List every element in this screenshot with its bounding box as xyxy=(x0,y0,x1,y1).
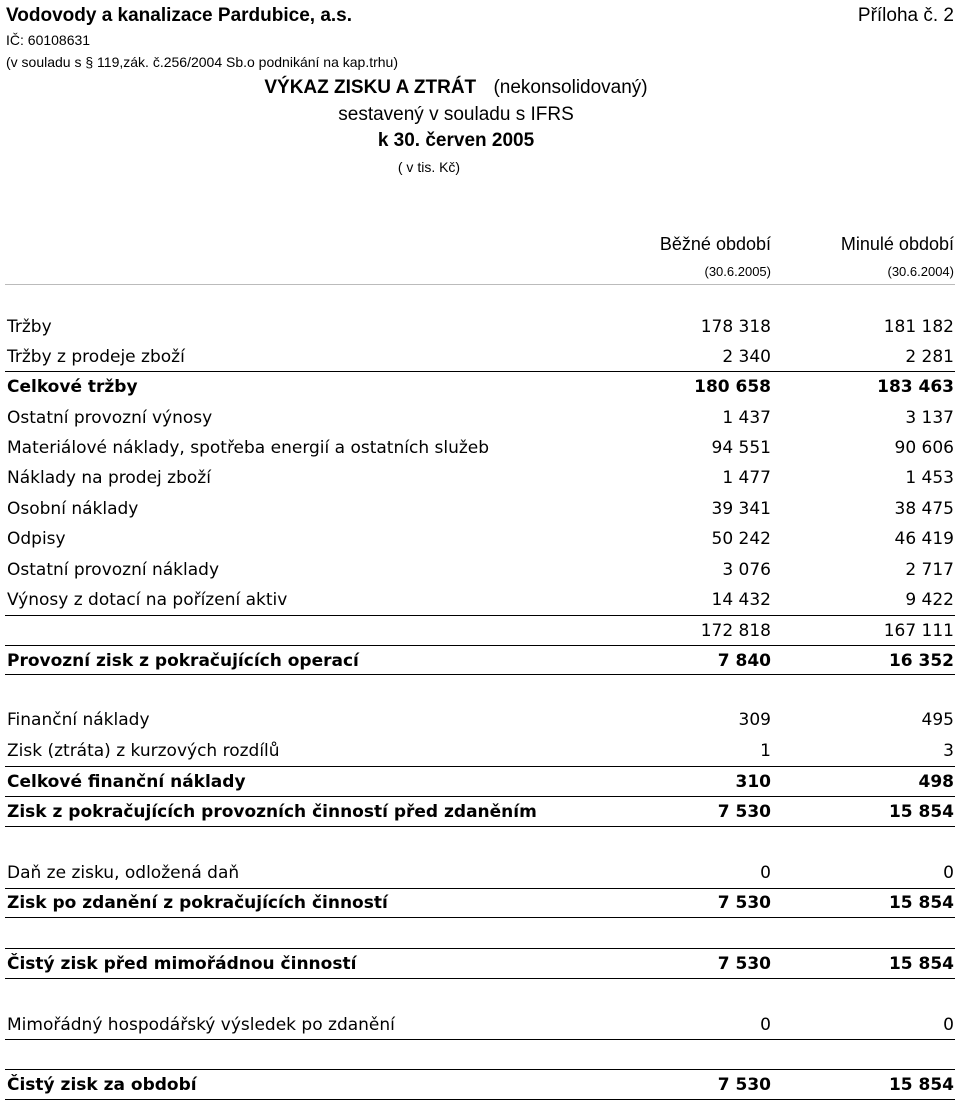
table-row xyxy=(0,1010,960,1040)
unit-label: ( v tis. Kč) xyxy=(397,159,461,175)
table-row xyxy=(0,555,960,585)
table-row xyxy=(0,705,960,735)
rule-operating-profit-bottom xyxy=(5,674,955,675)
row-value-current: 310 xyxy=(735,772,771,792)
statement-subtitle: sestavený v souladu s IFRS xyxy=(338,104,574,125)
table-row xyxy=(0,372,960,402)
table-row xyxy=(0,433,960,463)
table-row xyxy=(0,646,960,676)
row-label: Náklady na prodej zboží xyxy=(7,468,211,488)
row-value-current: 7 840 xyxy=(717,651,771,671)
row-label: Provozní zisk z pokračujících operací xyxy=(7,651,359,671)
rule-net-profit-top xyxy=(5,1069,955,1070)
rule-financial-costs xyxy=(5,766,955,767)
company-id: IČ: 60108631 xyxy=(6,32,91,48)
row-value-current: 0 xyxy=(760,1015,771,1035)
row-value-current: 1 437 xyxy=(722,408,771,428)
row-value-prior: 3 xyxy=(943,741,954,761)
row-value-prior: 38 475 xyxy=(894,499,954,519)
row-label: Ostatní provozní náklady xyxy=(7,560,220,580)
row-value-prior: 167 111 xyxy=(883,621,954,641)
table-row xyxy=(0,403,960,433)
row-value-prior: 1 453 xyxy=(905,468,954,488)
row-value-prior: 3 137 xyxy=(905,408,954,428)
row-label: Materiálové náklady, spotřeba energií a ostatních služeb xyxy=(7,438,490,458)
row-value-current: 180 658 xyxy=(694,377,771,397)
rule-profit-before-extraordinary xyxy=(5,948,955,949)
row-value-prior: 495 xyxy=(921,710,954,730)
statement-title-main: VÝKAZ ZISKU A ZTRÁT xyxy=(264,77,477,98)
row-label: Tržby xyxy=(7,317,52,337)
row-value-current: 178 318 xyxy=(700,317,771,337)
row-value-prior: 183 463 xyxy=(877,377,954,397)
row-value-prior: 15 854 xyxy=(888,954,954,974)
row-label: Čistý zisk před mimořádnou činností xyxy=(7,954,357,974)
rule-extraordinary xyxy=(5,1039,955,1040)
row-label: Osobní náklady xyxy=(7,499,139,519)
row-value-prior: 15 854 xyxy=(888,1075,954,1095)
rule-operating-profit xyxy=(5,645,955,646)
row-label: Ostatní provozní výnosy xyxy=(7,408,213,428)
row-value-prior: 2 717 xyxy=(905,560,954,580)
column-date-prior: (30.6.2004) xyxy=(887,264,954,279)
row-value-current: 7 530 xyxy=(717,1075,771,1095)
rule-profit-after-tax xyxy=(5,888,955,889)
table-row xyxy=(0,858,960,888)
rule-net-profit-bottom xyxy=(5,1099,955,1100)
row-value-current: 7 530 xyxy=(717,893,771,913)
table-row xyxy=(0,797,960,827)
column-date-current: (30.6.2005) xyxy=(704,264,771,279)
row-value-prior: 16 352 xyxy=(888,651,954,671)
statement-title-note: (nekonsolidovaný) xyxy=(493,77,648,98)
row-value-current: 3 076 xyxy=(722,560,771,580)
row-label: Tržby z prodeje zboží xyxy=(7,347,185,367)
row-value-current: 2 340 xyxy=(722,347,771,367)
row-value-prior: 2 281 xyxy=(905,347,954,367)
row-value-current: 172 818 xyxy=(700,621,771,641)
row-label: Celkové tržby xyxy=(7,377,138,397)
attachment-label: Příloha č. 2 xyxy=(857,5,954,26)
statement-title xyxy=(0,78,912,97)
rule-profit-before-tax xyxy=(5,826,955,827)
rule-costs-subtotal xyxy=(5,615,955,616)
rule-financial-costs-bottom xyxy=(5,796,955,797)
row-value-prior: 0 xyxy=(943,1015,954,1035)
row-value-current: 14 432 xyxy=(711,590,771,610)
row-label: Finanční náklady xyxy=(7,710,150,730)
company-name: Vodovody a kanalizace Pardubice, a.s. xyxy=(6,5,353,26)
statement-date: k 30. červen 2005 xyxy=(377,130,535,151)
table-row xyxy=(0,494,960,524)
header-divider xyxy=(5,284,955,285)
table-row xyxy=(0,524,960,554)
row-value-prior: 181 182 xyxy=(883,317,954,337)
row-value-prior: 15 854 xyxy=(888,802,954,822)
row-value-prior: 498 xyxy=(918,772,954,792)
row-label: Mimořádný hospodářský výsledek po zdanění xyxy=(7,1015,395,1035)
table-row xyxy=(0,949,960,979)
row-label: Výnosy z dotací na pořízení aktiv xyxy=(7,590,288,610)
row-label: Celkové finanční náklady xyxy=(7,772,246,792)
row-label: Zisk (ztráta) z kurzových rozdílů xyxy=(7,741,280,761)
row-value-current: 39 341 xyxy=(711,499,771,519)
rule-total-revenue xyxy=(5,371,955,372)
column-header-prior: Minulé období xyxy=(840,234,954,254)
law-reference: (v souladu s § 119,zák. č.256/2004 Sb.o podnikání na kap.trhu) xyxy=(6,54,398,70)
table-row xyxy=(0,888,960,918)
row-label: Čistý zisk za období xyxy=(7,1075,197,1095)
row-label: Zisk z pokračujících provozních činností před zdaněním xyxy=(7,802,537,822)
table-row xyxy=(0,585,960,615)
table-row xyxy=(0,616,960,646)
row-value-current: 7 530 xyxy=(717,802,771,822)
row-value-current: 1 477 xyxy=(722,468,771,488)
table-row xyxy=(0,463,960,493)
row-value-current: 309 xyxy=(738,710,771,730)
rule-profit-before-extraordinary-bottom xyxy=(5,978,955,979)
table-row xyxy=(0,1070,960,1100)
row-value-prior: 90 606 xyxy=(894,438,954,458)
row-value-prior: 9 422 xyxy=(905,590,954,610)
row-value-current: 0 xyxy=(760,863,771,883)
row-label: Daň ze zisku, odložená daň xyxy=(7,863,240,883)
row-label: Odpisy xyxy=(7,529,66,549)
rule-profit-after-tax-bottom xyxy=(5,917,955,918)
row-label: Zisk po zdanění z pokračujících činností xyxy=(7,893,388,913)
table-row xyxy=(0,767,960,797)
row-value-prior: 15 854 xyxy=(888,893,954,913)
row-value-current: 1 xyxy=(760,741,771,761)
table-row xyxy=(0,342,960,372)
column-header-current: Běžné období xyxy=(659,234,771,254)
row-value-prior: 46 419 xyxy=(894,529,954,549)
row-value-current: 7 530 xyxy=(717,954,771,974)
row-value-prior: 0 xyxy=(943,863,954,883)
row-value-current: 50 242 xyxy=(711,529,771,549)
table-row xyxy=(0,736,960,766)
table-row xyxy=(0,312,960,342)
row-value-current: 94 551 xyxy=(711,438,771,458)
